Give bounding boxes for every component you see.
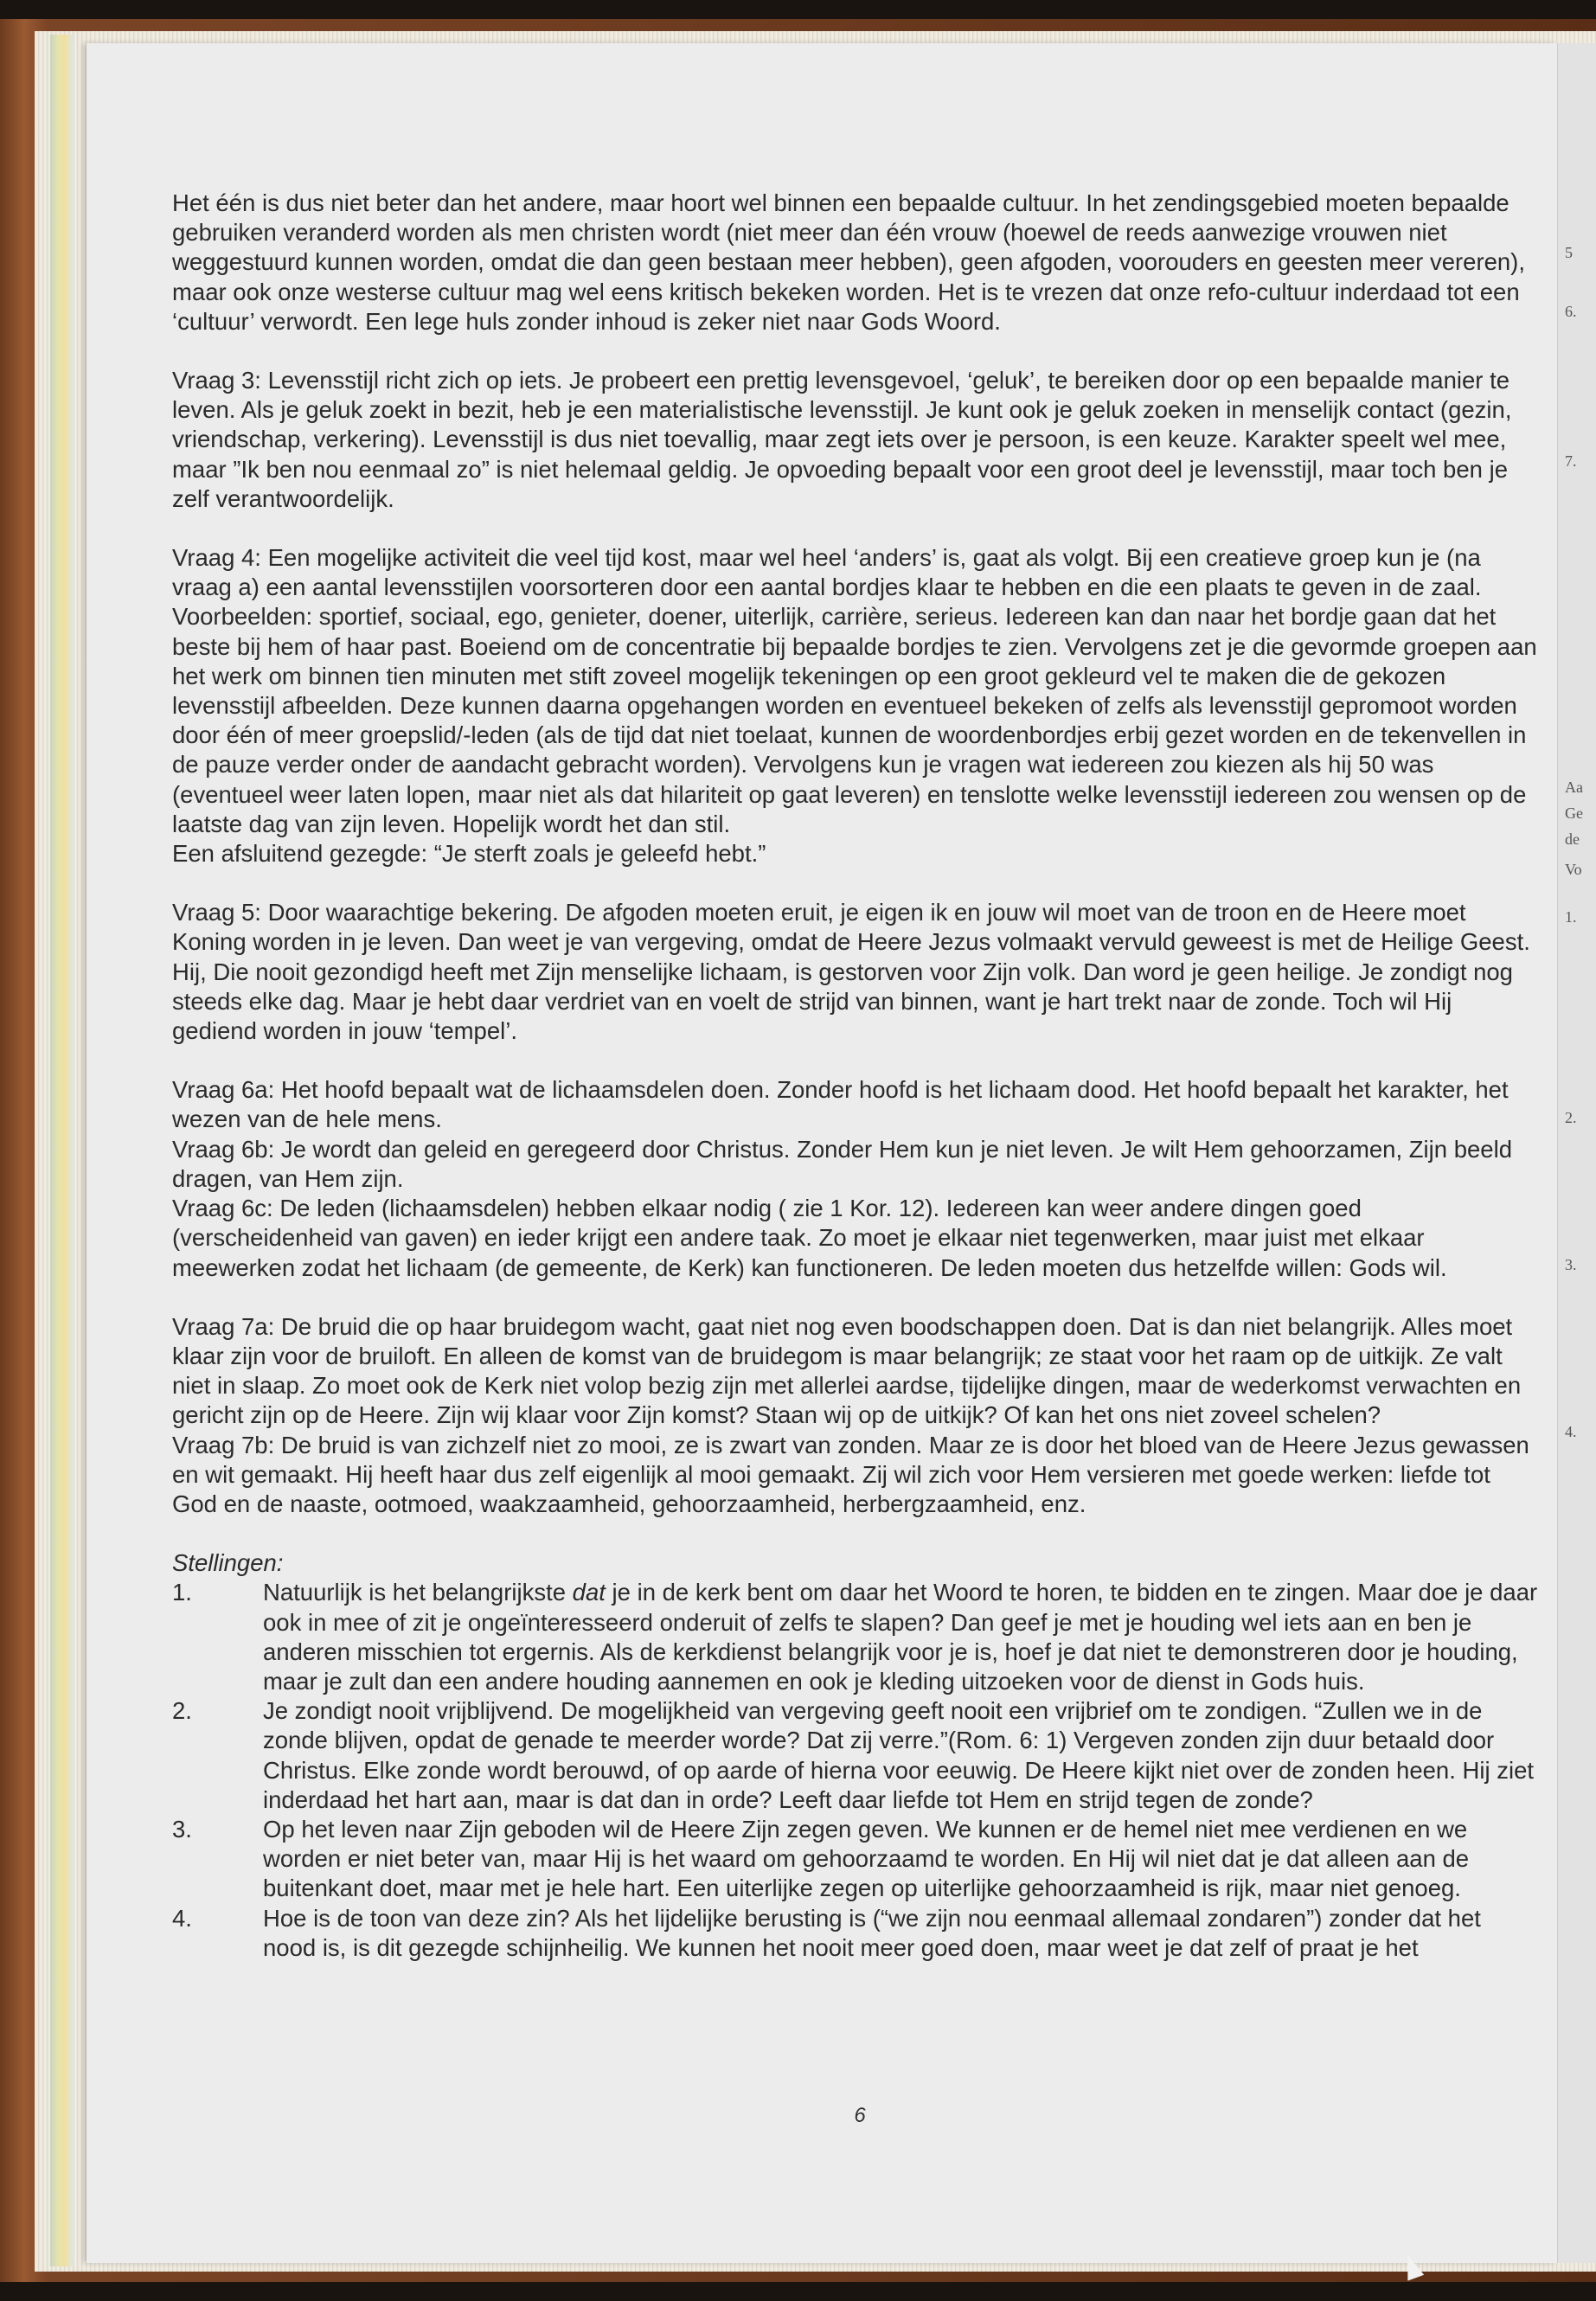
stellingen-heading: Stellingen: <box>172 1549 284 1577</box>
item-text <box>263 1578 1539 1696</box>
page-text <box>172 189 1539 1963</box>
paragraph: Vraag 3: Levensstijl richt zich op iets. Je probeert een prettig levensgevoel, ‘geluk’, te bereiken door op een bepaalde manier te leven. Als je geluk zoekt in bezit, heb je een materialistische levensstijl. Je kunt ook je geluk zoeken in menselijk contact (gezin, vriendschap, verkering). Levensstijl is dus niet toevallig, maar zegt iets over je persoon, is een keuze. Karakter speelt wel mee, maar ”Ik ben nou eenmaal zo” is niet helemaal geldig. Je opvoeding bepaalt voor een groot deel je levensstijl, maar toch ben je zelf verantwoordelijk. <box>172 367 1512 512</box>
margin-fragment: 5 <box>1565 244 1573 261</box>
list-item <box>172 1696 1539 1815</box>
list-item <box>172 1815 1539 1904</box>
paragraph: Een afsluitend gezegde: “Je sterft zoals je geleefd hebt.” <box>172 840 766 868</box>
item-text-part: je in de kerk bent om daar het Woord te horen, te bidden en te zingen. Maar doe je daar ook in mee of zit je ongeïnteresseerd onderuit of zelfs te slapen? Dan geef je met je houding wel iets aan en ben je anderen misschien tot ergernis. Als de kerkdienst belangrijk voor je is, hoef je dat niet te demonstreren door je houding, maar je zult dan een andere houding aannemen en ook je kleding uitzoeken voor de dienst in Gods huis. <box>263 1579 1538 1695</box>
item-text: Je zondigt nooit vrijblijvend. De mogelijkheid van vergeving geeft nooit een vrijbrief om te zondigen. “Zullen we in de zonde blijven, opdat de genade te meerder worde? Dat zij verre.”(Rom. 6: 1) Vergeven zonden zijn duur betaald door Christus. Elke zonde wordt berouwd, of op aarde of hierna voor eeuwig. De Heere kijkt niet over de zonden heen. Hij ziet inderdaad het hart aan, maar is dat dan in orde? Leeft daar liefde tot Hem en strijd tegen de zonde? <box>263 1697 1535 1813</box>
item-number: 1. <box>172 1579 192 1606</box>
paragraph: Vraag 7a: De bruid die op haar bruidegom wacht, gaat niet nog even boodschappen doen. Dat is dan niet belangrijk. Alles moet klaar zijn voor de bruiloft. En alleen de komst van de bruidegom is maar belangrijk; ze staat voor het raam op de uitkijk. Ze valt niet in slaap. Zo moet ook de Kerk niet volop bezig zijn met allerlei aardse, tijdelijke dingen, maar de wederkomst verwachten en gericht zijn op de Heere. Zijn wij klaar voor Zijn komst? Staan wij op de uitkijk? Of kan het ons niet zoveel schelen? <box>172 1312 1522 1429</box>
paragraph: Vraag 6b: Je wordt dan geleid en geregeerd door Christus. Zonder Hem kun je niet leven. Je wilt Hem gehoorzamen, Zijn beeld dragen, van Hem zijn. <box>172 1135 1512 1192</box>
margin-fragment: 3. <box>1565 1256 1577 1273</box>
paragraph: Vraag 6c: De leden (lichaamsdelen) hebben elkaar nodig ( zie 1 Kor. 12). Iedereen kan weer andere dingen goed (verscheidenheid van gaven) en ieder krijgt een andere taak. Zo moet je elkaar niet tegenwerken, maar juist met elkaar meewerken zodat het lichaam (de gemeente, de Kerk) kan functioneren. De leden moeten dus hetzelfde willen: Gods wil. <box>172 1195 1447 1281</box>
margin-fragment: 6. <box>1565 303 1577 320</box>
margin-fragment: Vo <box>1565 861 1582 878</box>
margin-fragment: 1. <box>1565 908 1577 926</box>
colored-page-edges <box>50 35 74 2266</box>
list-item <box>172 1578 1539 1696</box>
item-number: 3. <box>172 1815 192 1843</box>
margin-fragment: 4. <box>1565 1423 1577 1440</box>
paragraph: Vraag 6a: Het hoofd bepaalt wat de lichaamsdelen doen. Zonder hoofd is het lichaam dood. Het hoofd bepaalt het karakter, het wezen van de hele mens. <box>172 1076 1509 1133</box>
item-text-part: Natuurlijk is het belangrijkste <box>263 1579 573 1606</box>
paragraph: Vraag 7b: De bruid is van zichzelf niet zo mooi, ze is zwart van zonden. Maar ze is door het bloed van de Heere Jezus gewassen en wit gemaakt. Hij heeft haar dus zelf eigenlijk al mooi gemaakt. Zij wil zich voor Hem versieren met goede werken: liefde tot God en de naaste, ootmoed, waakzaamheid, gehoorzaamheid, herbergzaamheid, enz. <box>172 1431 1529 1517</box>
margin-fragment: Ge <box>1565 804 1583 822</box>
paragraph: Vraag 4: Een mogelijke activiteit die veel tijd kost, maar wel heel ‘anders’ is, gaat als volgt. Bij een creatieve groep kun je (na vraag a) een aantal levensstijlen voorsorteren door een aantal bordjes klaar te hebben en die een plaats te geven in de zaal. Voorbeelden: sportief, sociaal, ego, genieter, doener, uiterlijk, carrière, serieus. Iedereen kan dan naar het bordje gaan dat het beste bij hem of haar past. Boeiend om de concentratie bij bepaalde bordjes te zien. Vervolgens zet je die gevormde groepen aan het werk om binnen tien minuten met stift zoveel mogelijk tekeningen op een groot gekleurd vel te maken die de gekozen levensstijl afbeelden. Deze kunnen daarna opgehangen worden en eventueel bekeken of zelfs als levensstijl gepromoot worden door één of meer groepslid/-leden (als de tijd dat niet toelaat, kunnen de woordenbordjes erbij gezet worden en de tekenvellen in de pauze verder onder de aandacht gebracht worden). Vervolgens kun je vragen wat iedereen zou kiezen als hij 50 was (eventueel weer laten lopen, maar niet als dat hilariteit op gaat leveren) en tenslotte welke levensstijl iedereen zou wensen op de laatste dag van zijn leven. Hopelijk wordt het dan stil. <box>172 544 1537 837</box>
margin-fragment: de <box>1565 830 1580 848</box>
margin-fragment: 7. <box>1565 452 1577 470</box>
item-number: 2. <box>172 1697 192 1725</box>
paragraph: Het één is dus niet beter dan het andere, maar hoort wel binnen een bepaalde cultuur. In het zendingsgebied moeten bepaalde gebruiken veranderd worden als men christen wordt (niet meer dan één vrouw (hoewel de reeds aanwezige vrouwen niet weggestuurd kunnen worden, omdat die dan geen bestaan meer hebben), geen afgoden, voorouders en geesten meer vereren), maar ook onze westerse cultuur mag wel eens kritisch bekeken worden. Het is te vrezen dat onze refo-cultuur inderdaad tot een ‘cultuur’ verwordt. Een lege huls zonder inhoud is zeker niet naar Gods Woord. <box>172 189 1525 335</box>
item-number: 4. <box>172 1904 192 1932</box>
page-number: 6 <box>854 2104 866 2127</box>
paragraph: Vraag 5: Door waarachtige bekering. De afgoden moeten eruit, je eigen ik en jouw wil moet van de troon en de Heere moet Koning worden in je leven. Dan weet je van vergeving, omdat de Heere Jezus volmaakt vervuld geweest is met de Heilige Geest. Hij, Die nooit gezondigd heeft met Zijn menselijke lichaam, is gestorven voor Zijn volk. Dan word je geen heilige. Je zondigt nog steeds elke dag. Maar je hebt daar verdriet van en voelt de strijd van binnen, want je hart trekt naar de zonde. Toch wil Hij gediend worden in jouw ‘tempel’. <box>172 899 1530 1045</box>
item-text: Op het leven naar Zijn geboden wil de Heere Zijn zegen geven. We kunnen er de hemel niet mee verdienen en we worden er niet beter van, maar Hij is het waard om gehoorzaamd te worden. En Hij wil niet dat je dat alleen aan de buitenkant doet, maar met je hele hart. Een uiterlijke zegen op uiterlijke gehoorzaamheid is rijk, maar niet genoeg. <box>263 1815 1470 1902</box>
stellingen-list <box>172 1578 1539 1963</box>
margin-fragment: 2. <box>1565 1109 1577 1126</box>
list-item <box>172 1904 1539 1963</box>
item-text-emphasis: dat <box>572 1579 606 1606</box>
margin-fragment: Aa <box>1565 779 1583 796</box>
facing-page-edge <box>1557 43 1596 2263</box>
item-text: Hoe is de toon van deze zin? Als het lijdelijke berusting is (“we zijn nou eenmaal allemaal zondaren”) zonder dat het nood is, is dit gezegde schijnheilig. We kunnen het nooit meer goed doen, maar weet je dat zelf of praat je het <box>263 1904 1481 1961</box>
